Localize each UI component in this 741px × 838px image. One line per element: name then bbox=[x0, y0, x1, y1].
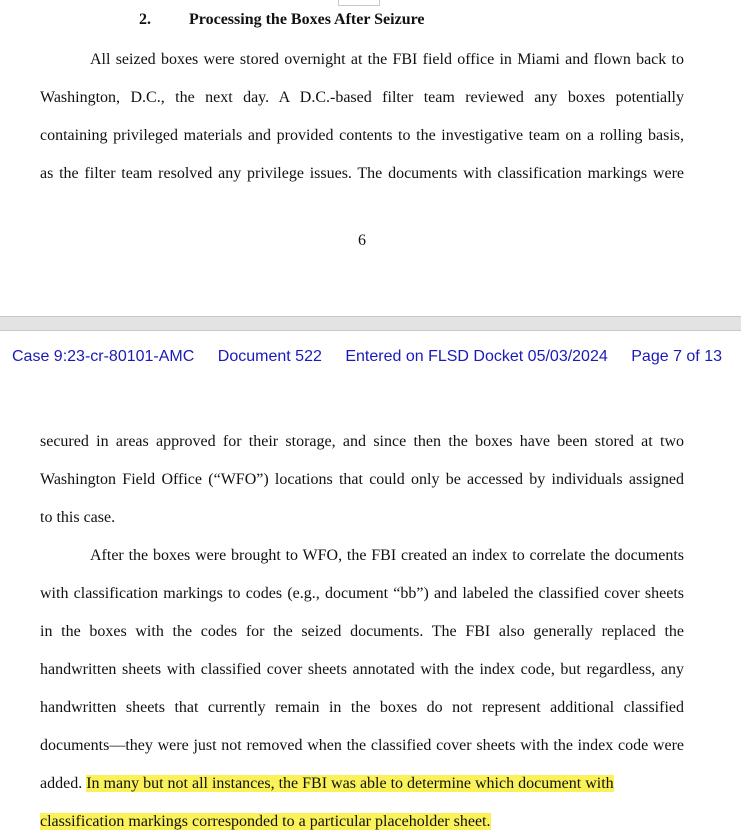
case-header bbox=[12, 348, 722, 366]
docket-entry: Entered on FLSD Docket 05/03/2024 bbox=[345, 348, 608, 365]
section-heading-number: 2. bbox=[139, 11, 151, 28]
highlighted-text[interactable]: In many but not all instances, the FBI was able to determine which document with bbox=[86, 775, 614, 792]
paragraph-line bbox=[40, 812, 684, 832]
page-of-total: Page 7 of 13 bbox=[631, 348, 722, 365]
page-separator bbox=[0, 316, 741, 331]
paragraph-line: documents—they were just not removed when the classified cover sheets with the index code were bbox=[40, 737, 684, 754]
paragraph-line: secured in areas approved for their storage, and since then the boxes have been stored at two bbox=[40, 433, 684, 450]
document-number: Document 522 bbox=[217, 348, 322, 365]
paragraph-line bbox=[40, 774, 684, 794]
case-number: Case 9:23-cr-80101-AMC bbox=[12, 348, 195, 365]
section-heading-title: Processing the Boxes After Seizure bbox=[189, 11, 425, 28]
paragraph-line: with classification markings to codes (e.g., document “bb”) and labeled the classified cover sheets bbox=[40, 585, 684, 602]
paragraph-line: containing privileged materials and provided contents to the investigative team on a rolling basis, bbox=[40, 127, 684, 144]
paragraph-line: handwritten sheets that currently remain in the boxes do not represent additional classified bbox=[40, 699, 684, 716]
paragraph-line: All seized boxes were stored overnight at the FBI field office in Miami and flown back to bbox=[90, 51, 684, 68]
document-page-6 bbox=[0, 0, 741, 316]
plain-text: added. bbox=[40, 775, 87, 792]
paragraph-line: handwritten sheets with classified cover sheets annotated with the index code, but regardless, any bbox=[40, 661, 684, 678]
paragraph-line: After the boxes were brought to WFO, the FBI created an index to correlate the documents bbox=[90, 547, 684, 564]
page-number: 6 bbox=[358, 232, 366, 249]
section-heading bbox=[139, 11, 425, 29]
document-page-7 bbox=[0, 331, 741, 838]
paragraph-line: Washington Field Office (“WFO”) locations that could only be accessed by individuals assigned bbox=[40, 471, 684, 488]
paragraph-line: to this case. bbox=[40, 509, 116, 526]
page-top-tab bbox=[338, 0, 380, 6]
paragraph-line: Washington, D.C., the next day. A D.C.-based filter team reviewed any boxes potentially bbox=[40, 89, 684, 106]
paragraph-line: in the boxes with the codes for the seized documents. The FBI also generally replaced the bbox=[40, 623, 684, 640]
paragraph-line: as the filter team resolved any privilege issues. The documents with classification markings were bbox=[40, 165, 684, 182]
highlighted-text[interactable]: classification markings corresponded to a particular placeholder sheet. bbox=[40, 813, 491, 830]
